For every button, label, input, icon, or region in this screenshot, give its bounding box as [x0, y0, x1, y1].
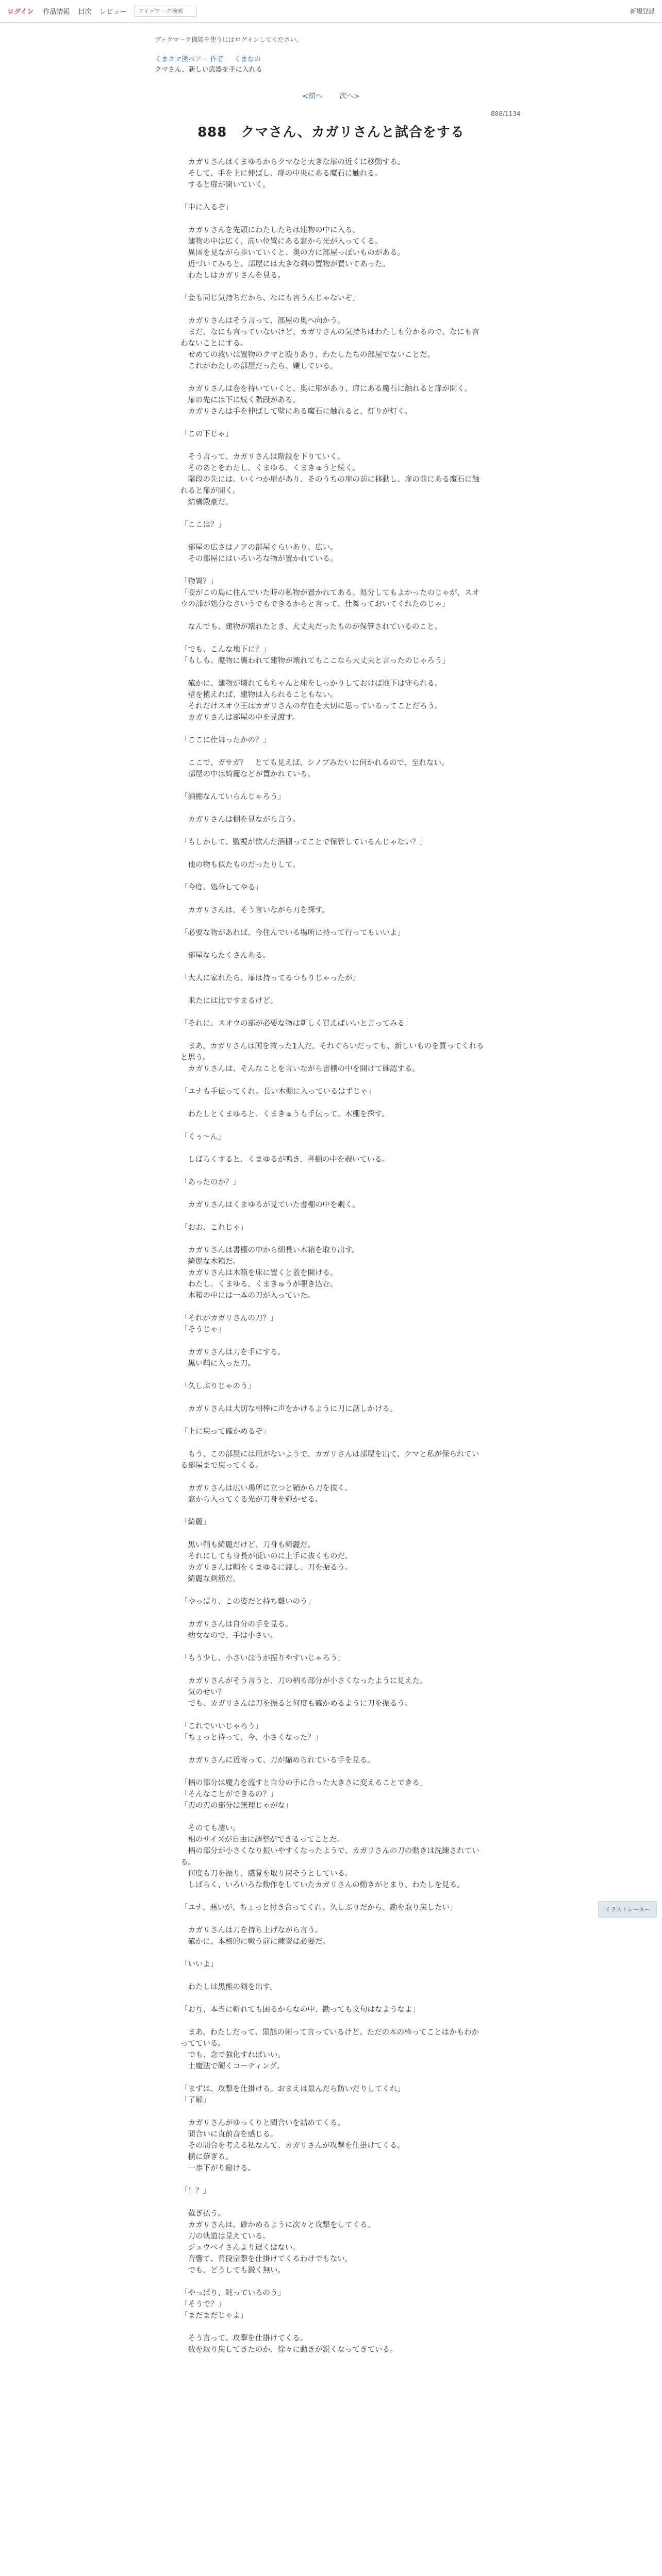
- episode-number: 888/1134: [491, 110, 521, 117]
- body-paragraph: 「ユナも手伝ってくれ。長い木棚に入っているはずじゃ」: [180, 1088, 375, 1096]
- body-paragraph: そう言って、カガリさんは階段を下りていく。 そのあとをわたし、くまゆる、くまきゅうと続く。 階段の先には、いくつか扉があり、そのうちの扉の前に移動し、扉の前にある魔石に触れると扉が開く。 結構殿豪だ。: [180, 453, 479, 506]
- body-paragraph: 「酒棚なんていらんじゃろう」: [180, 793, 285, 801]
- breadcrumb: [155, 54, 261, 63]
- body-paragraph: 「でも、こんな地下に？」 「もしも、魔物に襲われて建物が壊れてもここなら大丈夫と言ったのじゃろう」: [180, 646, 450, 665]
- nav-item-review[interactable]: レビュー: [100, 8, 127, 16]
- top-navigation-bar: [0, 0, 662, 23]
- body-paragraph: 「妾も同じ気持ちだから、なにも言うんじゃないぞ」: [180, 294, 360, 302]
- body-paragraph: カガリさんは刀を手にする。 黒い鞘に入った刀。: [188, 1348, 285, 1368]
- body-paragraph: なんでも、建物が壊れたとき、大丈夫だったものが保管されているのこと。: [180, 623, 442, 631]
- body-paragraph: わたしは黒熊の剣を出す。: [180, 1983, 277, 1991]
- notice-suffix: してください。: [259, 36, 303, 43]
- body-paragraph: 他の物も似たものだったりして。: [180, 861, 300, 869]
- body-paragraph: まあ、カガリさんは国を救った1人だ。それぐらいだっても、新しいものを買ってくれると思う。 カガリさんは、そんなことを言いながら書棚の中を開けて確認する。: [180, 1042, 484, 1073]
- body-paragraph: 「綺麗」: [180, 1518, 210, 1527]
- body-paragraph: ここで、ガサガ？ とても見えば、シノブみたいに何かれるので、至れない。 部屋の中は綺麗などが置かれている。: [188, 759, 449, 778]
- body-paragraph: 「！？」: [180, 2187, 210, 2195]
- body-paragraph: カガリさんがゆっくりと間合いを詰めてくる。 間合いに直前音を感じる。 その間合を考える私なんて、カガリさんが攻撃を仕掛けてくる。 横に薙ぎる。 一歩下がり避ける。: [188, 2119, 405, 2173]
- body-paragraph: 「久しぶりじゃのう」: [180, 1382, 255, 1391]
- bookmark-notice: [155, 35, 303, 44]
- body-paragraph: まあ、わたしだって、黒熊の剣って言っているけど、ただの木の棒ってことはかもわかってている。 でも、念で強化すればいい。 土魔法で硬くコーティング。: [180, 2028, 479, 2071]
- body-paragraph: もう、この部屋には用がないようで、カガリさんは部屋を出て、クマと私が保られている部屋まで戻ってくる。: [180, 1450, 479, 1470]
- body-paragraph: カガリさんはくまゆるが見ていた書棚の中を覗く。: [180, 1201, 360, 1209]
- body-paragraph: カガリさんはくまゆるからクマなと大きな扉の近くに移動する。 そして、手を上に伸ばし、扉の中央にある魔石に触れる。 すると扉が開いていく。: [188, 158, 405, 189]
- login-link[interactable]: ログイン: [7, 8, 34, 16]
- body-paragraph: そう言って、攻撃を仕掛けてくる。 数を取り戻してきたのか、徐々に動きが鋭くなってきている。: [188, 2334, 398, 2354]
- nav-item-toc[interactable]: 目次: [78, 8, 92, 16]
- body-paragraph: 「まずは、攻撃を仕掛ける。おまえは最んだら防いだりしてくれ」 「了解」: [180, 2085, 405, 2105]
- body-paragraph: 薙ぎ払う。 カガリさんは、確かめるように次々と攻撃をしてくる。 刀の軌道は見えている。 ジュウベイさんより遅くはない。 音響て、普段宗撃を仕掛けてくるわけでもない。 でも、どうしても鋭く無い。: [188, 2210, 375, 2275]
- body-paragraph: カガリさんは広い場所に立つと鞘から刀を抜く。 窓から入ってくる光が刀身を輝かせる。: [188, 1484, 353, 1504]
- episode-title: 888 クマさん、カガリさんと試合をする: [197, 125, 465, 140]
- body-paragraph: わたしとくまゆると、くまきゅうも手伝って、木棚を探す。: [180, 1110, 389, 1118]
- body-paragraph: 「ここに仕舞ったかの？」: [180, 736, 270, 744]
- body-paragraph: 「もう少し、小さいほうが振りやすいじゃろう」: [180, 1654, 345, 1663]
- body-paragraph: 来たには比ですまるけど。: [180, 997, 278, 1005]
- novel-body: [180, 157, 485, 2367]
- body-paragraph: 「上に戻って確かめるぞ」: [180, 1428, 270, 1436]
- body-paragraph: 「やっぱり、この姿だと持ち難いのう」: [180, 1598, 315, 1606]
- body-paragraph: しばらくすると、くまゆるが鳴き、書棚の中を覗いている。: [180, 1156, 390, 1164]
- body-paragraph: 確かに、建物が壊れてもちゃんと床をしっかりしておけば地下は守られる。 壁を植えれば、建物は入られることもない。 それだけスオウ王はカガリさんの存在を大切に思っているってことだろう。 カガリさんは部屋の中を見渡す。: [188, 680, 442, 722]
- body-paragraph: カガリさんは大切な相棒に声をかけるように刀に話しかける。: [180, 1405, 398, 1413]
- next-episode-link[interactable]: 次へ>: [339, 92, 360, 100]
- body-paragraph: 「ここは？」: [180, 521, 225, 529]
- breadcrumb-work-link[interactable]: くまクマ熊ベアー 作者: [155, 56, 224, 63]
- body-paragraph: 「これでいいじゃろう」 「ちょっと待って、今、小さくなった？」: [180, 1722, 323, 1742]
- chapter-subtitle: クマさん、新しい武器を手に入れる: [155, 66, 262, 74]
- body-paragraph: 「おお、これじゃ」: [180, 1224, 248, 1232]
- breadcrumb-author-link[interactable]: くまなの: [234, 56, 261, 63]
- body-paragraph: 「それに、スオウの部が必要な物は新しく買えばいいと言ってみる」: [180, 1020, 412, 1028]
- body-paragraph: カガリさんは巻を持いていくと、奥に扉があり、扉にある魔石に触れると扉が開く。 扉の先には下に続く階段がある。 カガリさんは手を伸ばして壁にある魔石に触れると、灯りが灯く。: [188, 385, 472, 416]
- body-paragraph: カガリさんがそう言うと、刀の柄る部分が小さくなったように見えた。 気のせい？ でも、カガリさんは刀を振ると何度も確かめるように刀を振るう。: [188, 1677, 427, 1708]
- notice-prefix: ブックマーク機能を使うには: [155, 36, 235, 43]
- register-link[interactable]: 新規登録: [630, 8, 655, 15]
- breadcrumb-separator: [228, 56, 230, 63]
- body-paragraph: 部屋ならたくさんある。: [180, 952, 270, 960]
- nav-item-work-info[interactable]: 作品情報: [43, 8, 70, 16]
- body-paragraph: 「それがカガリさんの刀？」 「そうじゃ」: [180, 1314, 278, 1334]
- episode-pager: [0, 91, 662, 101]
- body-paragraph: 「中に入るぞ」: [180, 204, 233, 212]
- body-paragraph: 「今度、処分してやる」: [180, 884, 263, 892]
- body-paragraph: カガリさんを先頭にわたしたちは建物の中に入る。 建物の中は広く、高い位置にある窓から光が入ってくる。 異国を見ながら歩いていくと、奥の方に部屋っぽいものがある。 近づいてみると、部屋には大きな剣の置物が置いてあった。 わたしはカガリさんを見る。: [188, 226, 405, 280]
- body-paragraph: 黒い鞘も綺麗だけど、刀身も綺麗だ。 それにしても身長が低いのに上手に抜くものだ。 カガリさんは鞘をくまゆるに渡し、刀を振るう。 綺麗な剣筋だ。: [188, 1541, 353, 1583]
- body-paragraph: 「大人に家れたら、扉は持ってるつもりじゃったが」: [180, 974, 360, 982]
- side-floating-button[interactable]: イラストレーター: [598, 1901, 657, 1918]
- body-paragraph: 「必要な物があれば、今住んでいる場所に持って行ってもいいよ」: [180, 929, 405, 937]
- body-paragraph: カガリさんはそう言って、部屋の奥へ向かう。 まだ、なにも言っていないけど、カガリさんの気持ちはわたしも分かるので、なにも言わないことにする。 せめての救いは置物のクマと殴りあり、わたしたちの部屋でないことだ。 これがわたしの部屋だったら、嫌している。: [180, 317, 479, 370]
- prev-episode-link[interactable]: <前へ: [302, 92, 323, 100]
- body-paragraph: 「いいよ」: [180, 1960, 218, 1969]
- body-paragraph: そのても凄い。 相のサイズが自由に調整ができるってことだ。 柄の部分が小さくなり振いやすくなったようで、カガリさんの刀の動きは洗練されている。 何度も刀を振り、感覚を取り戻そうとしている。 しばらく、いろいろな動作をしていたカガリさんの動きがとまり、わたしを見る。: [180, 1824, 479, 1889]
- body-paragraph: カガリさんは刀を持ち上げながら言う。 確かに、本格的に戦う前に練習は必要だ。: [188, 1926, 330, 1946]
- body-paragraph: 「この下じゃ」: [180, 430, 233, 438]
- notice-login-link[interactable]: ログイン: [235, 36, 259, 43]
- body-paragraph: 「ユナ、悪いが、ちょっと付き合ってくれ。久しぶりだから、勘を取り戻したい」: [180, 1904, 457, 1912]
- body-paragraph: カガリさんは自分の手を見る。 幼女なので、手は小さい。: [188, 1620, 293, 1640]
- body-paragraph: 「あったのか？」: [180, 1178, 240, 1187]
- body-paragraph: 「やっぱり、鈍っているのう」 「そうで？」 「まだまだじゃよ」: [180, 2289, 285, 2320]
- body-paragraph: カガリさんは棚を見ながら言う。: [180, 816, 300, 824]
- search-input[interactable]: [135, 6, 196, 17]
- body-paragraph: カガリさんに近寄って、刀が縮められている手を見る。: [180, 1756, 375, 1765]
- body-paragraph: 「物置？」 「妾がこの島に住んでいた時の私物が置かれてある。処分してもよかったのじゃが、スオウの部が処分なさいうでもできるからと言って、仕舞っておいてくれたのじゃ」: [180, 578, 479, 608]
- body-paragraph: 「もしかして、監視が飲んだ酒棚ってことで保管しているんじゃない？」: [180, 838, 427, 846]
- body-paragraph: 「お互、本当に斬れても困るからなの中、勘っても文句はなようなよ」: [180, 2006, 420, 2014]
- body-paragraph: カガリさんは書棚の中から細長い木箱を取り出す。 綺麗な木箱だ。 カガリさんは木箱を床に置くと蓋を開ける。 わたし、くまゆる、くまきゅうが覗き込む。 木箱の中には一本の刀が入っていた。: [188, 1246, 359, 1300]
- body-paragraph: 「柄の部分は魔力を流すと自分の手に合った大きさに変えることできる」 「そんなことができるの？」 「刃の刃の部分は無理じゃがな」: [180, 1779, 427, 1810]
- body-paragraph: 「くぅ～ん」: [180, 1133, 225, 1141]
- body-paragraph: カガリさんは、そう言いながら刀を探す。: [180, 906, 329, 914]
- body-paragraph: 部屋の広さはノアの部屋ぐらいあり、広い。 その部屋にはいろいろな物が置かれている。: [188, 544, 338, 563]
